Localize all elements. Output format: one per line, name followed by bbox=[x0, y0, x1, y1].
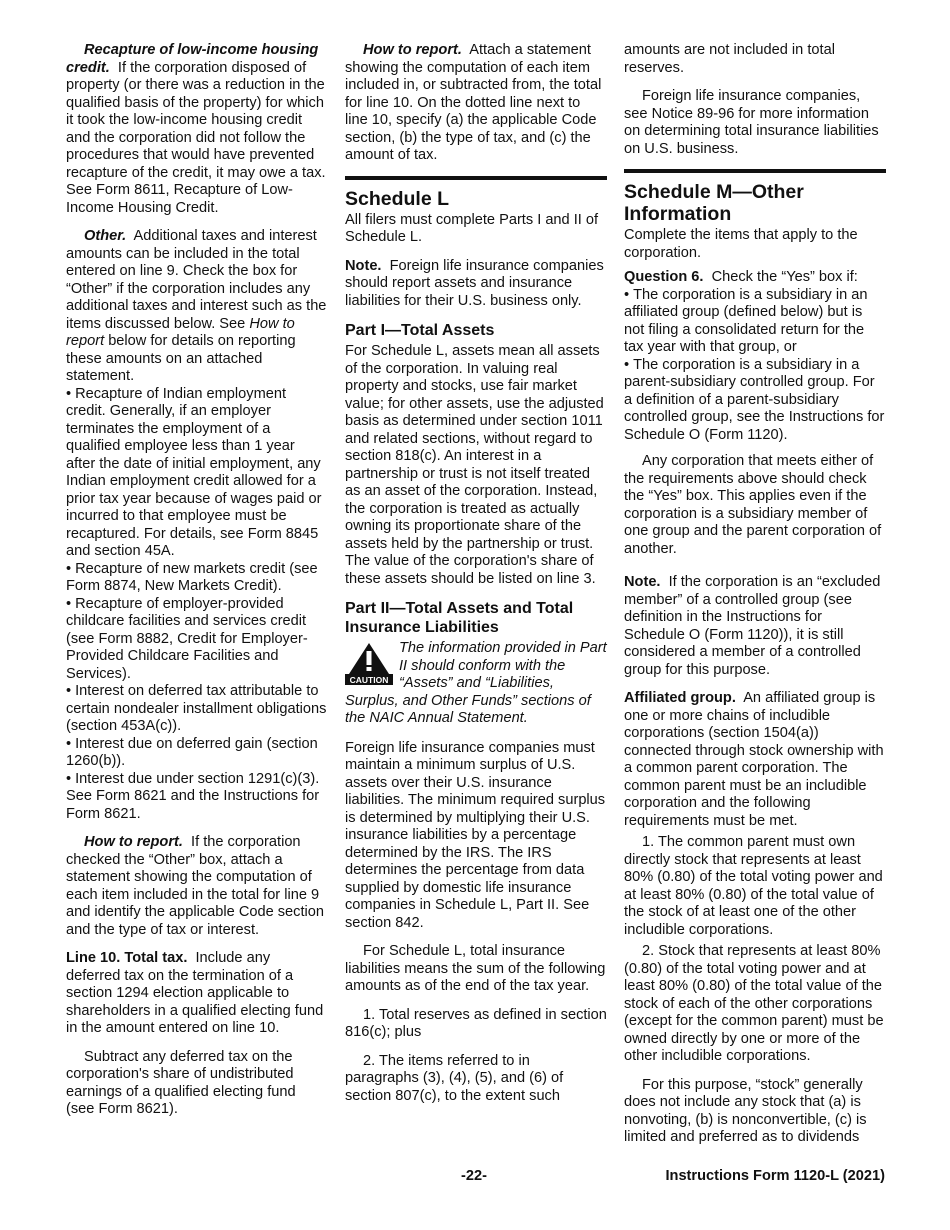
bullet-item: • Recapture of Indian employment credit. Generally, if an employer terminates the employment of a qualified employee less than 1 year after the date of initial employment, any Indian employment credit allowed for a prior tax year because of wages paid or incurred to that employee must be recaptured. For details, see Form 8845 and section 45A. bbox=[66, 385, 322, 559]
bullet-text: Interest on deferred tax attributable to certain nondealer installment obligations (section 453A(c)). bbox=[66, 683, 327, 734]
paragraph-all-filers: All filers must complete Parts I and II of Schedule L. bbox=[345, 211, 599, 245]
schedule-m-heading: Schedule M—Other Information bbox=[624, 169, 886, 225]
caution-box bbox=[345, 640, 607, 728]
bullet-item: • Interest on deferred tax attributable to certain nondealer installment obligations (section 453A(c)). bbox=[66, 683, 327, 734]
bullet-item: • Interest due on deferred gain (section 1260(b)). bbox=[66, 735, 318, 769]
part-1-heading: Part I—Total Assets bbox=[345, 322, 495, 339]
caution-label: CAUTION bbox=[349, 675, 389, 685]
paragraph-text: Check the “Yes” box if: bbox=[711, 269, 858, 285]
form-name-footer: Instructions Form 1120-L (2021) bbox=[665, 1168, 885, 1184]
bullet-text: Recapture of Indian employment credit. Generally, if an employer terminates the employment of a qualified employee less than 1 year after the date of initial employment, any Indian employment credit allowed for a prior tax year because of wages paid or incurred to that employee must be recaptured. For details, see Form 8845 and section 45A. bbox=[66, 385, 322, 559]
bullet-item: • The corporation is a subsidiary in a parent-subsidiary controlled group. For a definition of a parent-subsidiary controlled group, see the Instructions for Schedule O (Form 1120). bbox=[624, 356, 885, 443]
bullet-text: Recapture of employer-provided childcare facilities and services credit (see Form 8882, Credit for Employer-Provided Childcare Facilities and Services). bbox=[66, 595, 308, 682]
bullet-text: Interest due under section 1291(c)(3). See Form 8621 and the Instructions for Form 8621. bbox=[66, 770, 320, 822]
bullet-text: The corporation is a subsidiary in an affiliated group (defined below) but is not filing a consolidated return for the tax year with that group, or bbox=[624, 286, 868, 355]
bullet-item: • Recapture of new markets credit (see Form 8874, New Markets Credit). bbox=[66, 560, 318, 594]
paragraph-line-10 bbox=[66, 950, 328, 1038]
paragraph-text: Include any deferred tax on the termination of a section 1294 election applicable to shareholders in a qualified electing fund in the amount entered on line 10. bbox=[66, 950, 324, 1036]
paragraph-item-2: 2. The items referred to in paragraphs (3), (4), (5), and (6) of section 807(c), to the extent such bbox=[345, 1052, 564, 1104]
paragraph-text: If the corporation checked the “Other” box, attach a statement showing the computation of each item included in the total for line 9 and identify the applicable Code section and the type of tax or interest. bbox=[66, 834, 324, 938]
bullet-text: Recapture of new markets credit (see Form 8874, New Markets Credit). bbox=[66, 560, 318, 594]
paragraph-total-liabilities: For Schedule L, total insurance liabilities means the sum of the following amounts as of the end of the tax year. bbox=[345, 943, 606, 994]
paragraph-text: Additional taxes and interest amounts can be included in the total entered on line 9. Check the box for “Other” if the corporation includes any additional taxes and interest such as the items discussed below. See bbox=[66, 228, 327, 332]
bullet-text: Interest due on deferred gain (section 1260(b)). bbox=[66, 735, 318, 769]
paragraph-affiliated-group bbox=[624, 690, 886, 830]
bullet-item: • Recapture of employer-provided childcare facilities and services credit (see Form 8882, Credit for Employer-Provided Childcare Facilities and Services). bbox=[66, 595, 308, 682]
paragraph-other bbox=[66, 228, 328, 386]
paragraph-low-income-housing bbox=[66, 42, 328, 217]
paragraph-stock-definition: For this purpose, “stock” generally does not include any stock that (a) is nonvoting, (b) is nonconvertible, (c) is limited and preferred as to dividends bbox=[624, 1076, 867, 1145]
schedule-l-heading: Schedule L bbox=[345, 176, 607, 210]
note-label: Note. bbox=[624, 574, 661, 590]
paragraph-continued: amounts are not included in total reserves. bbox=[624, 42, 835, 76]
column-2 bbox=[345, 42, 607, 1116]
question-6-label: Question 6. bbox=[624, 269, 704, 285]
heading-recapture-low-income: Recapture of low-income housing credit. bbox=[66, 42, 319, 76]
heading-how-to-report: How to report. bbox=[84, 834, 183, 850]
question-6 bbox=[624, 269, 886, 287]
bullet-item: • Interest due under section 1291(c)(3). See Form 8621 and the Instructions for Form 8621. bbox=[66, 770, 320, 822]
paragraph-any-corporation: Any corporation that meets either of the requirements above should check the “Yes” box. This applies even if the corporation is a subsidiary member of one group and the parent corporation of another. bbox=[624, 453, 882, 557]
page-number: -22- bbox=[461, 1168, 487, 1184]
paragraph-item-1: 1. Total reserves as defined in section 816(c); plus bbox=[345, 1006, 607, 1040]
note-foreign-life bbox=[345, 258, 607, 311]
paragraph-text: below for details on reporting these amounts on an attached statement. bbox=[66, 333, 296, 384]
column-1 bbox=[66, 42, 328, 1130]
heading-other: Other. bbox=[84, 228, 127, 244]
heading-affiliated-group: Affiliated group. bbox=[624, 690, 736, 706]
bullet-item: • The corporation is a subsidiary in an affiliated group (defined below) but is not filing a consolidated return for the tax year with that group, or bbox=[624, 286, 868, 355]
paragraph-text: Attach a statement showing the computation of each item included in, or subtracted from, the total for line 10. On the dotted line next to line 10, specify (a) the applicable Code section, (b) the type of tax, and (c) the amount of tax. bbox=[345, 42, 602, 163]
note-excluded-member bbox=[624, 574, 886, 679]
bullet-text: The corporation is a subsidiary in a parent-subsidiary controlled group. For a definition of a parent-subsidiary controlled group, see the Instructions for Schedule O (Form 1120). bbox=[624, 356, 885, 443]
note-label: Note. bbox=[345, 257, 382, 274]
paragraph-how-to-report bbox=[66, 834, 328, 939]
paragraph-text: If the corporation disposed of property (or there was a reduction in the qualified basis of the property) for which it took the low-income housing credit and the corporation did not follow the procedures that would have prevented recapture of the credit, it may owe a tax. See Form 8611, Recapture of Low-Income Housing Credit. bbox=[66, 59, 326, 216]
paragraph-how-to-report-2 bbox=[345, 42, 607, 165]
paragraph-requirement-1: 1. The common parent must own directly stock that represents at least 80% (0.80) of the total voting power and at least 80% (0.80) of the total value of the stock of at least one of the other includible corporations. bbox=[624, 834, 883, 938]
paragraph-requirement-2: 2. Stock that represents at least 80% (0.80) of the total voting power and at least 80% (0.80) of the total value of the stock of each of the other corporations (except for the common parent) must be owned directly by one or more of the other includible corporations. bbox=[624, 943, 884, 1064]
paragraph-text: An affiliated group is one or more chains of includible corporations (section 1504(a)) connected through stock ownership with a common parent corporation. The common parent must be an includible corporation and the following requirements must be met. bbox=[624, 690, 884, 829]
paragraph-notice: Foreign life insurance companies, see Notice 89-96 for more information on determining total insurance liabilities on U.S. business. bbox=[624, 88, 879, 157]
paragraph-text: Foreign life insurance companies should report assets and insurance liabilities for their U.S. business only. bbox=[345, 257, 604, 309]
part-2-heading: Part II—Total Assets and Total Insurance Liabilities bbox=[345, 600, 574, 636]
heading-how-to-report: How to report. bbox=[363, 42, 462, 58]
paragraph-text: If the corporation is an “excluded member” of a controlled group (see definition in the Instructions for Schedule O (Form 1120)), it is still considered a member of a controlled group for this purpose. bbox=[624, 574, 881, 678]
paragraph-minimum-surplus: Foreign life insurance companies must maintain a minimum surplus of U.S. assets over their U.S. insurance liabilities. The minimum required surplus is determined by multiplying their U.S. insurance liabilities by a percentage determined by the IRS. The IRS determines the percentage from data supplied by domestic life insurance companies in Schedule L, Part II. See section 842. bbox=[345, 739, 606, 931]
italic-ref: How to report bbox=[66, 315, 295, 349]
paragraph-subtract: Subtract any deferred tax on the corporation's share of undistributed earnings of a qualified electing fund (see Form 8621). bbox=[66, 1048, 296, 1117]
paragraph-complete-items: Complete the items that apply to the corporation. bbox=[624, 227, 858, 261]
heading-line-10: Line 10. Total tax. bbox=[66, 950, 188, 966]
caution-icon bbox=[345, 642, 393, 686]
paragraph-total-assets: For Schedule L, assets mean all assets of the corporation. In valuing real property and stocks, use fair market value; for other assets, use the adjusted basis as determined under section 1011 and related sections, without regard to section 818(c). An interest in a partnership or trust is not itself treated as an asset of the corporation. Instead, the corporation is treated as actually owning its proportionate share of the assets held by the partnership or trust. The value of the corporation's share of these assets should be listed on line 3. bbox=[345, 343, 604, 587]
caution-text: The information provided in Part II should conform with the “Assets” and “Liabilities, Surplus, and Other Funds” sections of the NAIC Annual Statement. bbox=[345, 640, 607, 726]
column-3 bbox=[624, 42, 886, 1158]
